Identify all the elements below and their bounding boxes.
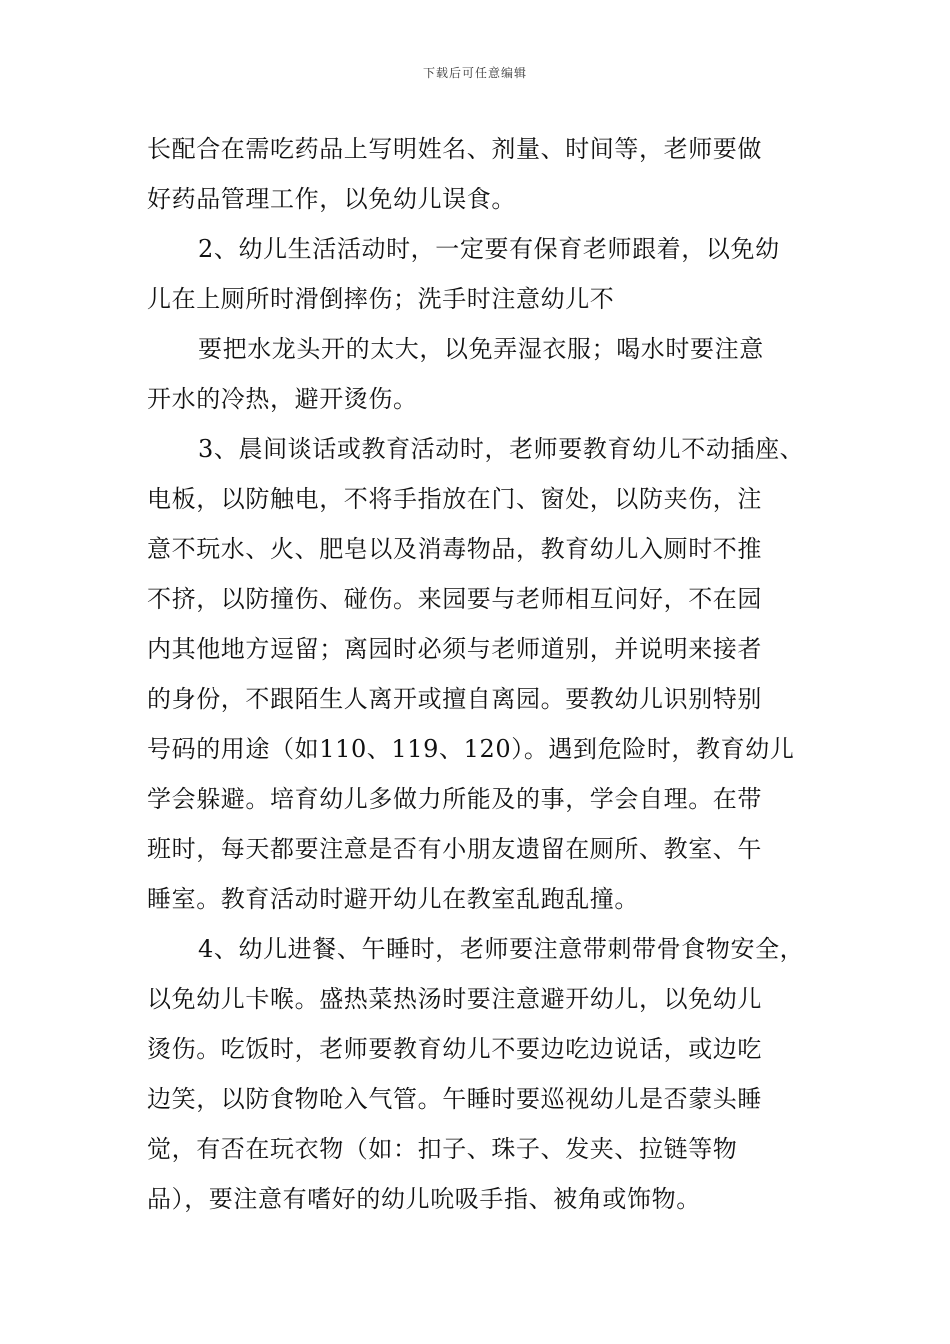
text-line: 烫伤。吃饭时，老师要教育幼儿不要边吃边说话，或边吃 [147, 1035, 762, 1063]
text-line: 品），要注意有嗜好的幼儿吮吸手指、被角或饰物。 [147, 1185, 701, 1213]
text-line: 学会躲避。培育幼儿多做力所能及的事，学会自理。在带 [147, 785, 762, 813]
text-line: 要把水龙头开的太大，以免弄湿衣服；喝水时要注意 [198, 335, 764, 363]
page-header: 下载后可任意编辑 [422, 66, 527, 80]
text-line: 以免幼儿卡喉。盛热菜热汤时要注意避开幼儿，以免幼儿 [147, 985, 762, 1013]
text-line: 边笑，以防食物呛入气管。午睡时要巡视幼儿是否蒙头睡 [147, 1085, 762, 1113]
paragraph-start-line: 3、晨间谈话或教育活动时，老师要教育幼儿不动插座、 [198, 435, 805, 463]
text-line: 不挤，以防撞伤、碰伤。来园要与老师相互问好，不在园 [147, 585, 762, 613]
text-line: 号码的用途（如110、119、120）。遇到危险时，教育幼儿 [147, 735, 795, 763]
paragraph-start-line: 2、幼儿生活活动时，一定要有保育老师跟着，以免幼 [198, 235, 780, 263]
paragraph-start-line: 4、幼儿进餐、午睡时，老师要注意带刺带骨食物安全， [198, 935, 805, 963]
text-line: 的身份，不跟陌生人离开或擅自离园。要教幼儿识别特别 [147, 685, 762, 713]
text-line: 班时，每天都要注意是否有小朋友遗留在厕所、教室、午 [147, 835, 762, 863]
text-line: 觉，有否在玩衣物（如：扣子、珠子、发夹、拉链等物 [147, 1135, 738, 1163]
text-line: 内其他地方逗留；离园时必须与老师道别，并说明来接者 [147, 635, 762, 663]
text-line: 睡室。教育活动时避开幼儿在教室乱跑乱撞。 [147, 885, 639, 913]
text-line: 开水的冷热，避开烫伤。 [147, 385, 418, 413]
text-line: 好药品管理工作，以免幼儿误食。 [147, 185, 516, 213]
text-line: 意不玩水、火、肥皂以及消毒物品，教育幼儿入厕时不推 [147, 535, 762, 563]
text-line: 长配合在需吃药品上写明姓名、剂量、时间等，老师要做 [147, 135, 762, 163]
text-line: 电板，以防触电，不将手指放在门、窗处，以防夹伤，注 [147, 485, 762, 513]
text-line: 儿在上厕所时滑倒摔伤；洗手时注意幼儿不 [147, 285, 615, 313]
